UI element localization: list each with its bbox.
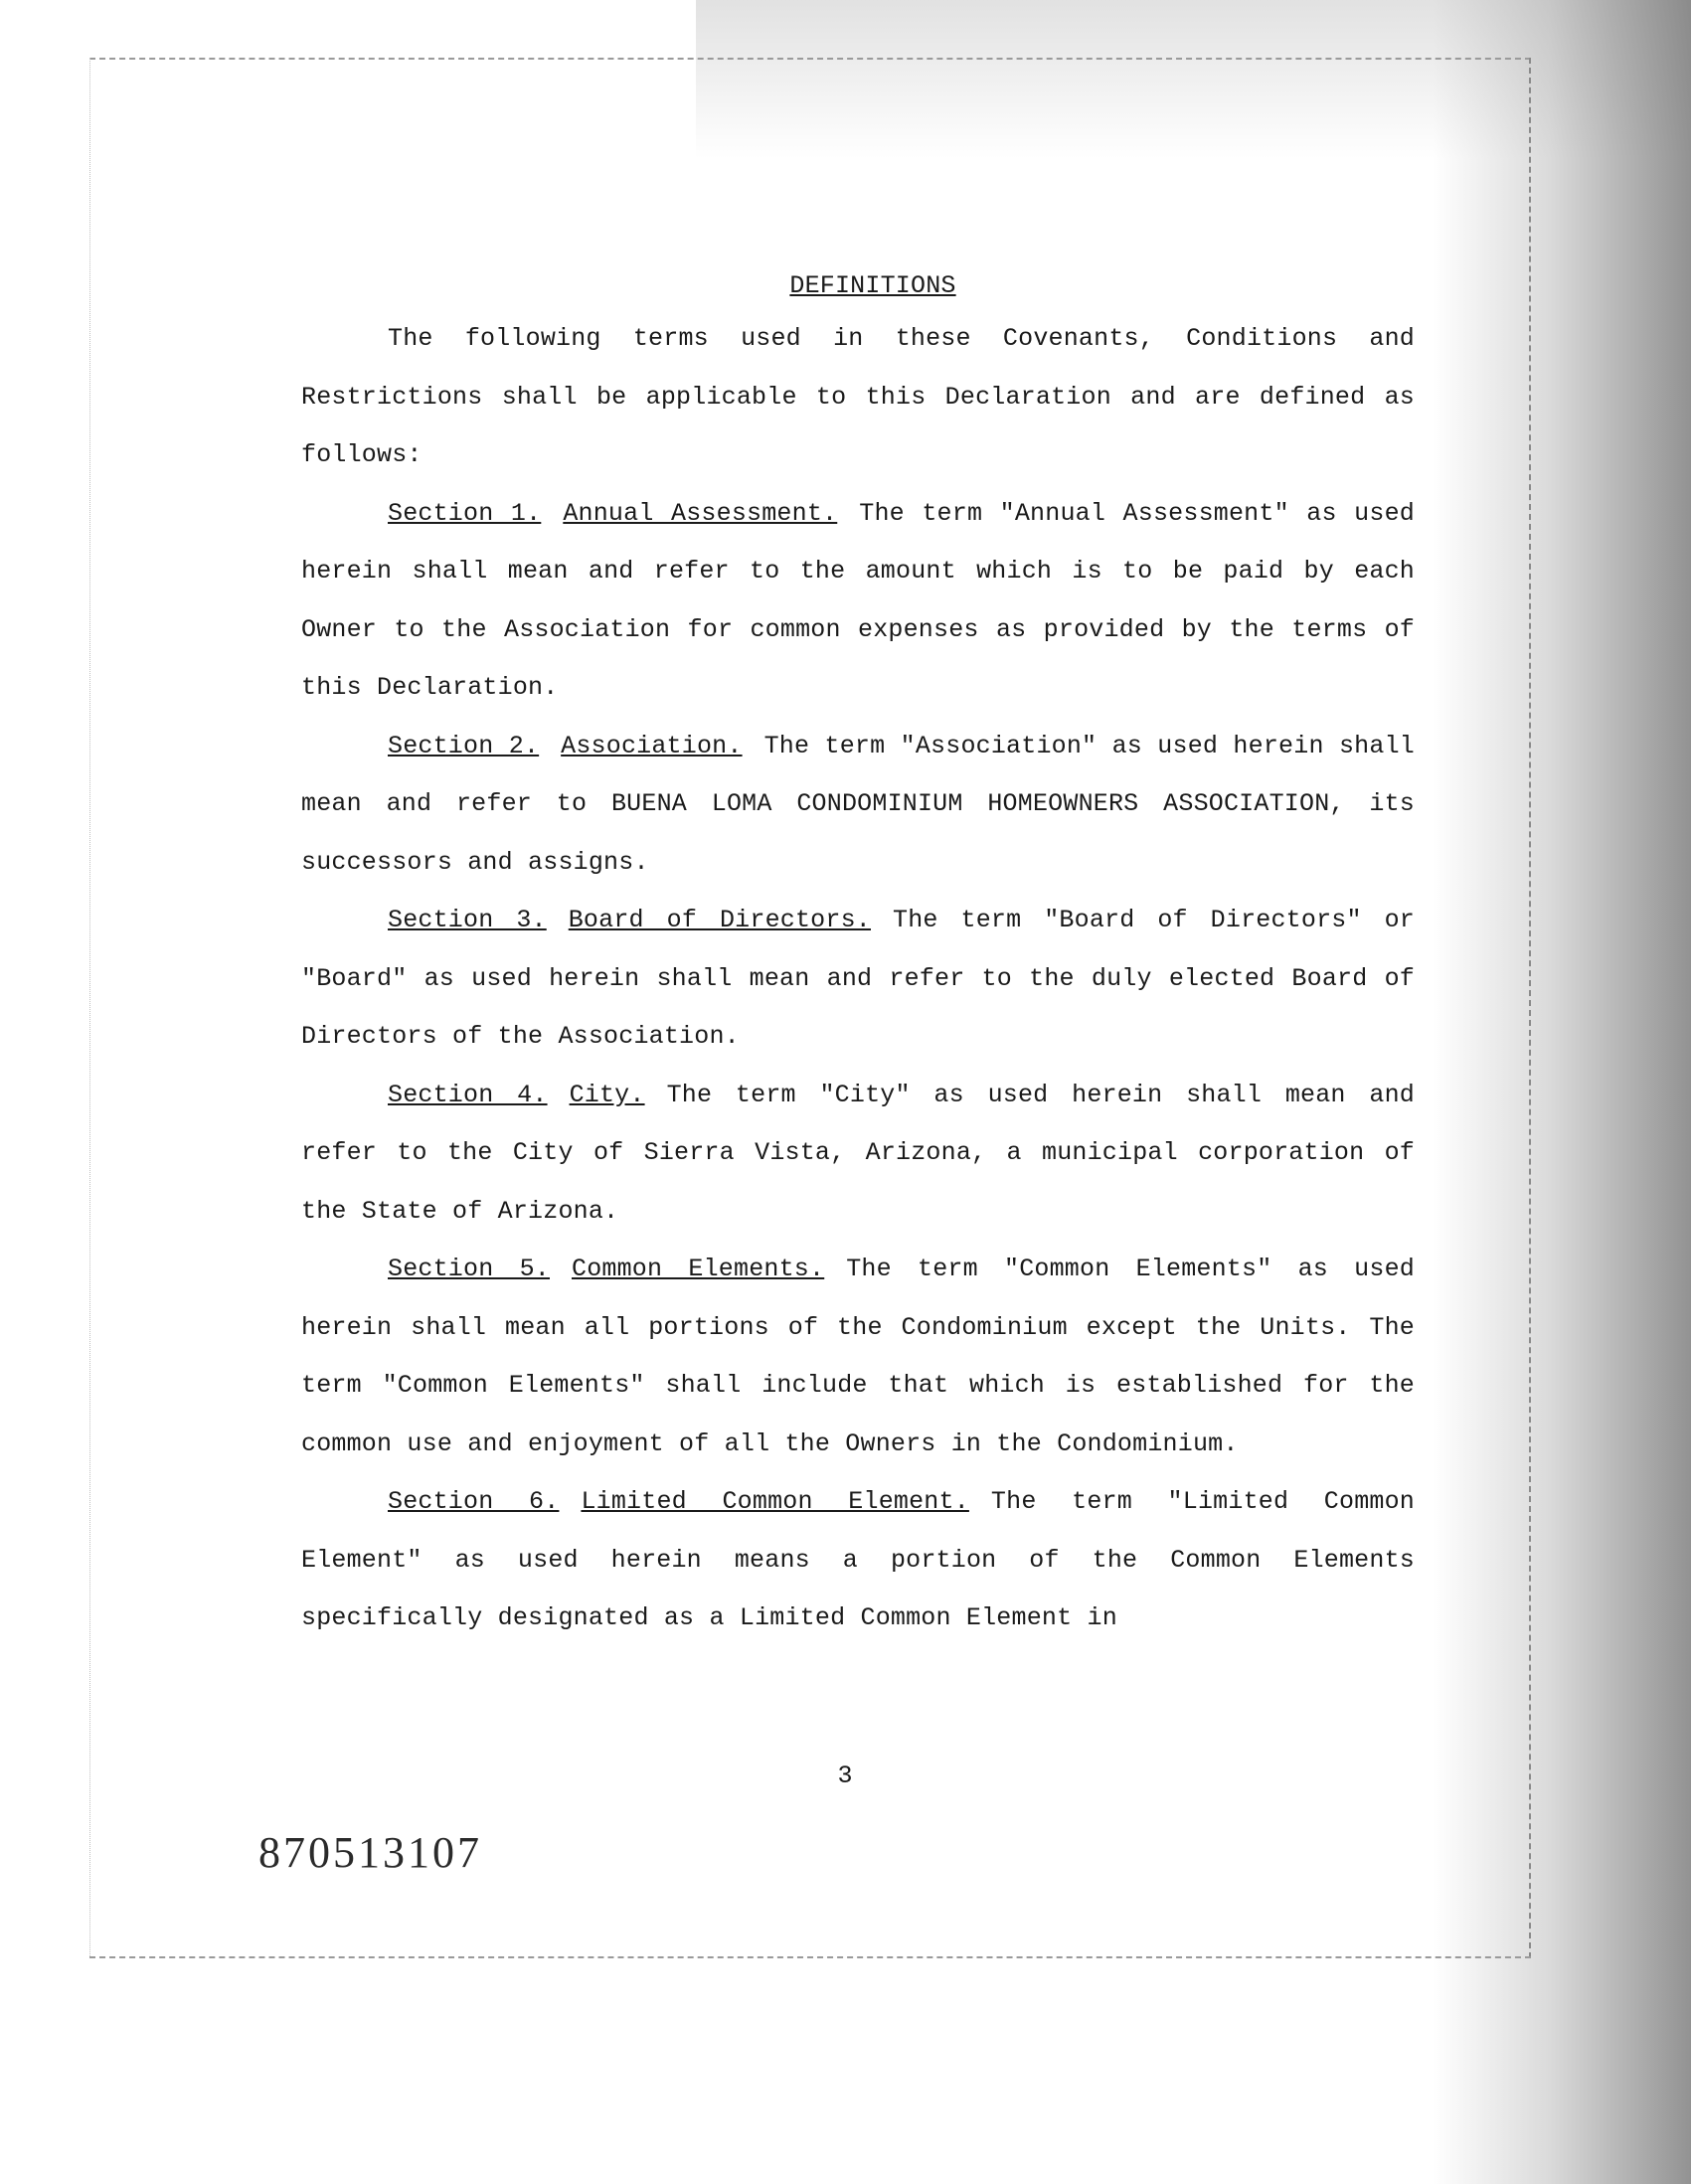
document-body [301, 270, 1415, 1648]
section-label: Section 5. [388, 1255, 550, 1283]
page-border-left [89, 58, 90, 1958]
section-3 [301, 892, 1415, 1067]
document-number: 870513107 [258, 1828, 482, 1877]
section-6 [301, 1473, 1415, 1648]
section-label: Section 2. [388, 731, 540, 760]
section-term: Board of Directors. [568, 906, 871, 934]
section-label: Section 1. [388, 498, 542, 528]
section-text: The term "Annual Assessment" as used herein shall mean and refer to the amount which is to be paid by each Owner to the Association for common expenses as provided by the terms of this Declaration. [301, 498, 1415, 702]
section-label: Section 6. [388, 1487, 560, 1516]
section-label: Section 4. [388, 1080, 548, 1109]
section-text: The term "Association" as used herein shall mean and refer to BUENA LOMA CONDOMINIUM HOMEOWNERS ASSOCIATION, its successors and assigns. [301, 731, 1415, 877]
section-term: Annual Assessment. [563, 498, 838, 528]
page-number: 3 [837, 1762, 853, 1790]
section-term: Limited Common Element. [581, 1487, 969, 1516]
intro-paragraph: The following terms used in these Covenants, Conditions and Restrictions shall be applicable to this Declaration and are defined as follows: [301, 324, 1415, 469]
page-border-top [89, 58, 1531, 60]
section-term: Association. [561, 731, 743, 760]
section-text: The term "Limited Common Element" as used herein means a portion of the Common Elements specifically designated as a Limited Common Element in [301, 1487, 1416, 1632]
page-heading: DEFINITIONS [789, 271, 956, 300]
section-term: City. [569, 1080, 645, 1109]
section-4 [301, 1067, 1415, 1242]
section-text: The term "Board of Directors" or "Board" as used herein shall mean and refer to the duly elected Board of Directors of the Association. [301, 906, 1415, 1051]
section-2 [301, 718, 1415, 893]
section-1 [301, 485, 1415, 718]
section-term: Common Elements. [572, 1255, 825, 1283]
section-label: Section 3. [388, 906, 547, 934]
page-border-bottom [89, 1956, 1531, 1958]
section-text: The term "City" as used herein shall mean and refer to the City of Sierra Vista, Arizona, a municipal corporation of the State of Arizona. [301, 1080, 1415, 1226]
page-border-right [1529, 58, 1531, 1958]
section-5 [301, 1241, 1415, 1473]
section-text: The term "Common Elements" as used herein shall mean all portions of the Condominium except the Units. The term "Common Elements" shall include that which is established for the common use and enjoyment of all the Owners in the Condominium. [301, 1255, 1415, 1458]
scan-shading-right [1433, 0, 1691, 2184]
